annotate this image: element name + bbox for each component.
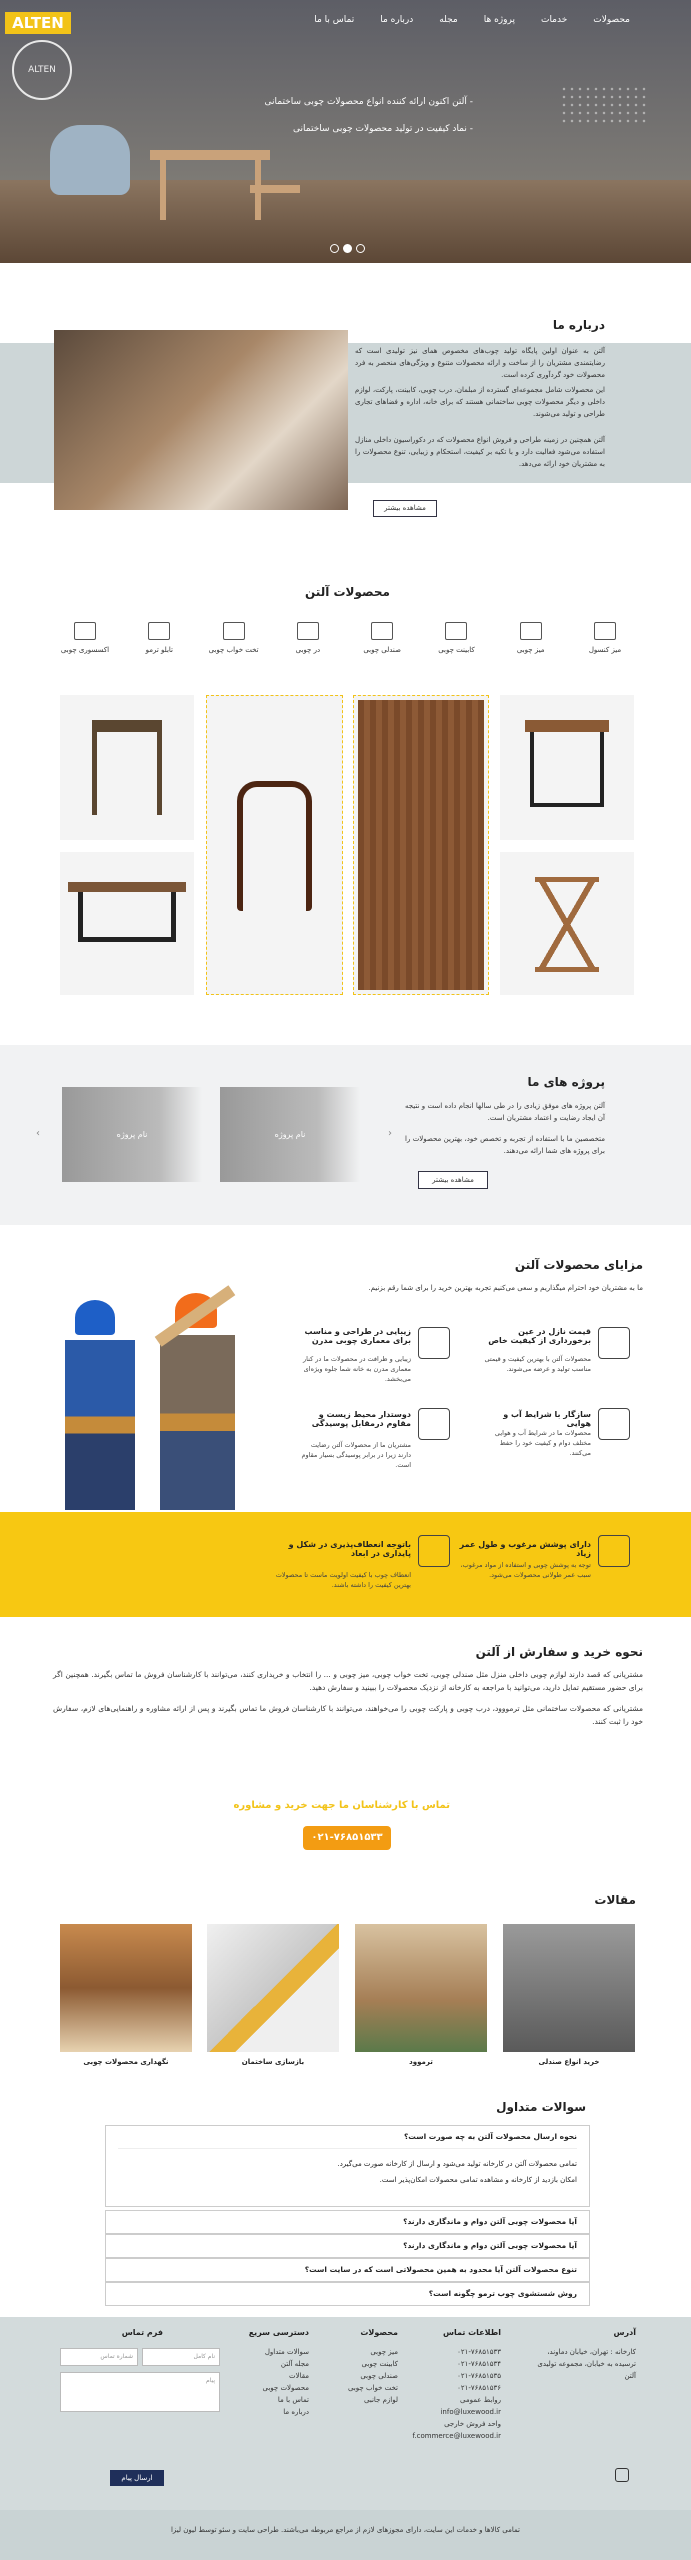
- footer-contact-list: [411, 2346, 501, 2442]
- footer-link[interactable]: تماس با ما: [277, 2396, 309, 2404]
- footer-email[interactable]: f.commerce@luxewood.ir: [412, 2432, 501, 2440]
- feature-title: زیبایی در طراحی و مناسب برای معماری چوبی مدرن: [304, 1327, 411, 1345]
- feature-description: توجه به پوشش چوبی و استفاده از مواد مرغوب، سبب عمر طولانی محصولات می‌شود.: [460, 1561, 591, 1579]
- flexibility-icon: [418, 1535, 450, 1567]
- article-image: [60, 1924, 192, 2052]
- footer-link[interactable]: درباره ما: [283, 2408, 309, 2416]
- article-card[interactable]: خرید انواع صندلی: [503, 1924, 635, 2066]
- product-card-x-table[interactable]: [500, 852, 634, 995]
- project-card[interactable]: نام پروژه: [62, 1087, 202, 1182]
- side-table-image: [525, 720, 609, 732]
- howto-title: نحوه خرید و سفارش از آلتن: [475, 1645, 643, 1659]
- eco-icon: [418, 1408, 450, 1440]
- product-categories: [50, 622, 640, 654]
- faq-item[interactable]: تنوع محصولات آلتن آیا محدود به همین محصولاتی است که در سایت است؟: [105, 2258, 590, 2282]
- chair-icon: [371, 622, 393, 640]
- footer-link[interactable]: تخت خواب چوبی: [348, 2384, 398, 2392]
- faq-item[interactable]: آیا محصولات چوبی آلتن دوام و ماندگاری دارند؟: [105, 2210, 590, 2234]
- main-nav: [314, 15, 630, 33]
- hero-text-line: - آلتن اکنون ارائه کننده انواع محصولات چوبی ساختمانی: [264, 97, 473, 107]
- category-console-table[interactable]: میز کنسول: [570, 622, 640, 654]
- nav-item-products[interactable]: محصولات: [593, 15, 630, 25]
- faq-answer: تمامی محصولات آلتن در کارخانه تولید می‌شود و ارسال از کارخانه صورت می‌گیرد.: [118, 2148, 577, 2173]
- timber-icon: [598, 1327, 630, 1359]
- brand-seal: ALTEN: [12, 40, 72, 100]
- feature-description: محصولات آلتن با بهترین کیفیت و قیمتی مناسب تولید و عرضه می‌شوند.: [484, 1355, 591, 1373]
- footer-contact-title: اطلاعات تماس: [442, 2328, 501, 2337]
- article-image: [355, 1924, 487, 2052]
- hero-stool-image: [250, 185, 300, 193]
- footer-products-list: [328, 2346, 398, 2406]
- nav-item-contact[interactable]: تماس با ما: [314, 15, 355, 25]
- article-card[interactable]: ترموود: [355, 1924, 487, 2066]
- hero-table-leg: [160, 160, 166, 220]
- footer-quick-list: [239, 2346, 309, 2418]
- footer-link[interactable]: لوازم جانبی: [364, 2396, 398, 2404]
- contact-message-textarea[interactable]: پیام: [60, 2372, 220, 2412]
- products-title: محصولات آلتن: [305, 585, 390, 599]
- about-more-button[interactable]: مشاهده بیشتر: [373, 500, 437, 517]
- footer-address: کارخانه : تهران، خیابان دماوند، ترسیده به خیابان، مجموعه تولیدی آلتن: [537, 2348, 636, 2380]
- article-card[interactable]: نگهداری محصولات چوبی: [60, 1924, 192, 2066]
- feature-title: باتوجه انعطاف‌پذیری در شکل و پایداری در ابعاد: [288, 1540, 411, 1558]
- category-bed[interactable]: تخت خواب چوبی: [199, 622, 269, 654]
- feature-description: زیبایی و ظرافت در محصولات ما در کنار معماری مدرن به خانه شما جلوه ویژه‌ای می‌بخشد.: [303, 1355, 411, 1383]
- feature-title: دارای پوشش مرغوب و طول عمر زیاد: [459, 1540, 591, 1558]
- howto-paragraph: مشتریانی که قصد دارند لوازم چوبی داخلی منزل مثل صندلی چوبی، تخت خواب چوبی، میز چوبی و ... را انتخاب و خریداری کنند، می‌توانند با کارشناسان فروش ما تماس بگیرند. همچنین اگر برای حضور مستقیم تمایل دارید، می‌توانید با مراجعه به کارخانه از نزدیک محصولات را ببینید و سفارش دهید.: [53, 1670, 643, 1692]
- worker-cap: [75, 1300, 115, 1335]
- contact-phone-input[interactable]: شماره تماس: [60, 2348, 138, 2366]
- footer-email[interactable]: info@luxewood.ir: [440, 2408, 501, 2416]
- about-title: درباره ما: [552, 318, 605, 332]
- howto-cta-text: تماس با کارشناسان ما جهت خرید و مشاوره: [233, 1800, 450, 1811]
- howto-content: [53, 1668, 643, 1728]
- weather-icon: [598, 1408, 630, 1440]
- footer-link[interactable]: مقالات: [288, 2372, 309, 2380]
- footer-phone[interactable]: ۰۲۱-۷۶۸۵۱۵۳۶: [457, 2384, 501, 2392]
- article-image: [503, 1924, 635, 2052]
- bench-legs: [78, 892, 176, 942]
- hero-text-line: - نماد کیفیت در تولید محصولات چوبی ساختمانی: [293, 124, 473, 134]
- footer-link[interactable]: کابینت چوبی: [361, 2360, 398, 2368]
- features-subtitle: ما به مشتریان خود احترام میگذاریم و سعی می‌کنیم تجربه بهترین خرید را برای شما رقم بزنیم.: [368, 1284, 643, 1292]
- worker-body: [160, 1335, 235, 1510]
- send-message-button[interactable]: ارسال پیام: [110, 2470, 164, 2486]
- slider-dot[interactable]: [356, 244, 365, 253]
- feature-title: قیمت نازل در عین برخورداری از کیفیت خاص: [488, 1327, 591, 1345]
- about-paragraph: آلتن به عنوان اولین پایگاه تولید چوب‌های مخصوص همای نیز تولیدی است که رضایتمندی مشتریان را از ساخت و ارائه محصولات متنوع و ویژگی‌های منحصر به فرد محصولات خود گردآوری کرده است.: [355, 347, 605, 379]
- copyright-bar: تمامی کالاها و خدمات این سایت، دارای مجوزهای لازم از مراجع مربوطه می‌باشند. طراحی سایت و سئو توسط لیون لیزا: [0, 2510, 691, 2560]
- features-title: مزایای محصولات آلتن: [514, 1258, 643, 1272]
- footer-address-title: آدرس: [613, 2328, 636, 2337]
- footer-sales-label: واحد فروش خارجی: [444, 2420, 501, 2428]
- door-icon: [297, 622, 319, 640]
- cabinet-icon: [445, 622, 467, 640]
- brand-logo[interactable]: ALTEN: [5, 12, 71, 34]
- slider-dot[interactable]: [343, 244, 352, 253]
- bistro-chair-image: [237, 781, 312, 911]
- hero-table-image: [150, 150, 270, 160]
- chair-image: [92, 720, 162, 815]
- footer-form-title: فرم تماس: [121, 2328, 163, 2337]
- faq-title: سوالات متداول: [496, 2100, 586, 2114]
- footer-link[interactable]: محصولات چوبی: [262, 2384, 309, 2392]
- slider-dot[interactable]: [330, 244, 339, 253]
- board-icon: [148, 622, 170, 640]
- nav-item-projects[interactable]: پروژه ها: [483, 15, 515, 25]
- footer-link[interactable]: مجله آلتن: [280, 2360, 309, 2368]
- projects-title: پروژه های ما: [527, 1075, 605, 1089]
- howto-paragraph: مشتریانی که محصولات ساختمانی مثل ترمووود، درب چوبی و پارکت چوبی را می‌خواهند، می‌توانند با کارشناسان فروش ما تماس بگیرند و پس از ارائه مشاوره و راهنمایی‌های لازم، سفارش خود را ثبت کنند.: [53, 1704, 643, 1726]
- feature-title: دوستدار محیط زیست و مقاوم درمقابل پوسیدگی: [311, 1410, 411, 1428]
- console-table-icon: [594, 622, 616, 640]
- chevron-right-icon[interactable]: ‹: [388, 1128, 392, 1139]
- projects-more-button[interactable]: مشاهده بیشتر: [418, 1171, 488, 1189]
- door-image: [358, 700, 484, 990]
- bed-icon: [223, 622, 245, 640]
- category-thermo-board[interactable]: تابلو ترمو: [124, 622, 194, 654]
- product-card-chair[interactable]: [60, 695, 194, 840]
- faq-question[interactable]: نحوه ارسال محصولات آلتن به چه صورت است؟: [403, 2132, 577, 2141]
- coating-icon: [598, 1535, 630, 1567]
- project-card[interactable]: نام پروژه: [220, 1087, 360, 1182]
- projects-paragraph: متخصصین ما با استفاده از تجربه و تخصص خود، بهترین محصولات را برای پروژه های شما ارائه می‌دهند.: [405, 1135, 605, 1155]
- footer-products-title: محصولات: [360, 2328, 398, 2337]
- category-wooden-table[interactable]: میز چوبی: [496, 622, 566, 654]
- nav-item-about[interactable]: درباره ما: [380, 15, 414, 25]
- about-paragraph: این محصولات شامل مجموعه‌ای گسترده از مبلمان، درب چوبی، کابینت، پارکت، لوازم داخلی و دیگر محصولات چوبی ساختمانی هستند که برای خانه، اداره و فضاهای تجاری طراحی و تولید می‌شوند.: [355, 386, 605, 418]
- product-card-bench[interactable]: [60, 852, 194, 995]
- article-image: [207, 1924, 339, 2052]
- bench-image: [68, 882, 186, 892]
- product-card-bistro-chair[interactable]: [206, 695, 343, 995]
- category-chair[interactable]: صندلی چوبی: [347, 622, 417, 654]
- about-carpenter-image: [54, 330, 348, 510]
- articles-title: مقالات: [594, 1893, 636, 1907]
- category-cabinet[interactable]: کابینت چوبی: [421, 622, 491, 654]
- hero-slider-dots: [330, 244, 365, 253]
- call-phone-button[interactable]: ۰۲۱-۷۶۸۵۱۵۳۳: [303, 1826, 391, 1850]
- hero-chair-image: [50, 125, 130, 195]
- contact-name-input[interactable]: نام کامل: [142, 2348, 220, 2366]
- nav-item-magazine[interactable]: مجله: [439, 15, 458, 25]
- footer-link[interactable]: سوالات متداول: [264, 2348, 309, 2356]
- faq-answer: امکان بازدید از کارخانه و مشاهده تمامی محصولات امکان‌پذیر است.: [379, 2176, 577, 2184]
- hero-dot-pattern: [560, 85, 650, 125]
- category-door[interactable]: در چوبی: [273, 622, 343, 654]
- footer-link[interactable]: میز چوبی: [370, 2348, 398, 2356]
- footer-quick-title: دسترسی سریع: [248, 2328, 309, 2337]
- footer-link[interactable]: صندلی چوبی: [360, 2372, 398, 2380]
- instagram-icon[interactable]: [615, 2468, 629, 2482]
- table-icon: [520, 622, 542, 640]
- accessory-icon: [74, 622, 96, 640]
- footer-phone[interactable]: ۰۲۱-۷۶۸۵۱۵۳۴: [457, 2360, 501, 2368]
- category-accessory[interactable]: اکسسوری چوبی: [50, 622, 120, 654]
- footer-phone[interactable]: ۰۲۱-۷۶۸۵۱۵۳۵: [457, 2372, 501, 2380]
- article-card[interactable]: بازسازی ساختمان: [207, 1924, 339, 2066]
- design-icon: [418, 1327, 450, 1359]
- feature-description: محصولات ما در شرایط آب و هوایی مختلف دوام و کیفیت خود را حفظ می‌کنند.: [494, 1429, 591, 1457]
- faq-item-open[interactable]: [105, 2125, 590, 2207]
- faq-item[interactable]: روش شستشوی چوب ترمو چگونه است؟: [105, 2282, 590, 2306]
- feature-description: انعطاف چوب با کیفیت اولویت ماست تا محصولات بهترین کیفیت را داشته باشند.: [275, 1571, 411, 1589]
- x-table-image: [535, 877, 599, 972]
- projects-paragraph: آلتن پروژه های موفق زیادی را در طی سالها انجام داده است و نتیجه آن ایجاد رضایت و اعتماد مشتریان است.: [405, 1102, 605, 1122]
- feature-description: مشتریان ما از محصولات آلتن رضایت دارند زیرا در برابر پوسیدگی بسیار مقاوم است.: [301, 1441, 411, 1469]
- workers-image: [55, 1285, 265, 1510]
- product-card-wooden-door[interactable]: [353, 695, 489, 995]
- chevron-left-icon[interactable]: ›: [36, 1128, 40, 1139]
- feature-title: سازگار با شرایط آب و هوایی: [503, 1410, 591, 1428]
- footer-pr-label: روابط عمومی: [460, 2396, 501, 2404]
- footer-phone[interactable]: ۰۲۱-۷۶۸۵۱۵۳۳: [457, 2348, 501, 2356]
- nav-item-services[interactable]: خدمات: [540, 15, 568, 25]
- product-card-side-table[interactable]: [500, 695, 634, 840]
- worker-body: [65, 1340, 135, 1510]
- faq-item[interactable]: آیا محصولات چوبی آلتن دوام و ماندگاری دارند؟: [105, 2234, 590, 2258]
- side-table-legs: [530, 732, 604, 807]
- about-paragraph: آلتن همچنین در زمینه طراحی و فروش انواع محصولات که در دکوراسیون داخلی منازل استفاده می‌شود فعالیت دارد و با تکیه بر کیفیت، استحکام و زیبایی، تنوع محصولات را به مشتریان خود ارائه می‌دهد.: [355, 436, 605, 468]
